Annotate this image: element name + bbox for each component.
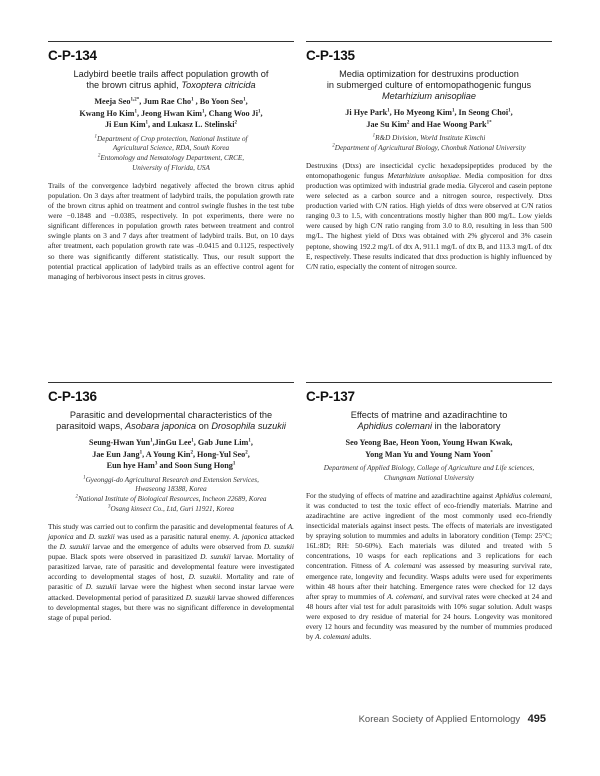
affiliation-line: $^3$Osang kinsect Co., Ltd, Guri 11921, Korea <box>108 504 234 514</box>
affiliations <box>306 464 552 484</box>
affiliations <box>48 135 294 174</box>
affiliation-line: Department of Applied Biology, College of Agriculture and Life sciences, <box>323 464 535 473</box>
affiliation-line: $^2$National Institute of Biological Resources, Incheon 22689, Korea <box>75 494 267 504</box>
abstract-title <box>306 69 552 102</box>
page-footer <box>359 709 546 727</box>
affiliation-line: Hwaseong 18388, Korea <box>135 485 207 494</box>
title-line: Media optimization for destruxins production <box>339 69 519 80</box>
section-rule <box>306 41 552 42</box>
affiliation-line: $^1$Gyeonggi-do Agricultural Research and Extension Services, <box>83 475 259 484</box>
author-line: Eun hye Ham$^3$ and Soon Sung Hong$^1$ <box>106 461 236 471</box>
affiliation-line: $^2$Department of Agricultural Biology, Chonbuk National University <box>332 143 526 152</box>
title-line: parasitoid waps, Asobara japonica on Drosophila suzukii <box>56 421 286 432</box>
title-line: Effects of matrine and azadirachtine to <box>350 410 508 421</box>
author-line: Yong Man Yu and Young Nam Yoon* <box>365 449 493 459</box>
abstract-c-p-136 <box>48 382 294 623</box>
abstract-c-p-134 <box>48 41 294 282</box>
abstract-body: Trails of the convergence ladybird negatively affected the brown citrus aphid population. On 3 days after treatment of ladybird trails, the population growth rate of the brown citrus aphid on treatment and control swingle flushes in the test tube were −0.1848 and −0.0385, respectively. In pot experiments, there were no significant differences in population growth rates between treatment and control swingle plants on 3 and 7 days after treatment of ladybird trails. But, on 10 days after treatment, each population growth rate was -0.0415 and 0.1125, respectively so there was significantly different statistically. Thus, our result support the potential practical application of ladybird trails as an effective control agent for managing of herbivorous insect pests in citrus groves. <box>48 180 294 281</box>
section-rule <box>306 382 552 383</box>
author-line: Kwang Ho Kim$^1$, Jeong Hwan Kim$^1$, Chang Woo Ji$^1$, <box>79 108 263 118</box>
affiliations <box>306 134 552 154</box>
title-line: in submerged culture of entomopathogenic fungus <box>326 80 532 91</box>
author-line: Jae Su Kim$^2$ and Hae Woong Park$^{1*}$ <box>366 119 492 129</box>
abstract-code: C-P-134 <box>48 48 97 64</box>
section-rule <box>48 382 294 383</box>
title-line: Ladybird beetle trails affect population growth of <box>73 69 269 80</box>
abstract-body: Destruxins (Dtxs) are insecticidal cyclic hexadepsipeptides produced by the entomopathogenic fungus Metarhizium anisopliae. Media composition for dtxs production was optimized with industrial grade media. Glycerol and casein peptone were selected as a carbon source and a nitrogen source, respectively. Dtxs production varied with C/N ratios. High yields of dtxs were observed at C/N ratios ranging 0.3 to 1.5, with concentrations mostly higher than 800 mg/L. Low yields were caused by high C/N ratio ranging from 3.0 to 8.0, resulting in less than 500 mg/L. The highest yield of Dtxs was obtained with 2% glycerol and 3% casein peptone, showing 192.2 mg/L of dtx A, 911.1 mg/L of dtx B, and 113.3 mg/L of dtx E, respectively. These results indicated that dtxs production is highly influenced by C/N ratio, especially the content of nitrogen source. <box>306 160 552 271</box>
affiliation-line: $^1$Department of Crop protection, National Institute of <box>94 134 248 143</box>
abstract-body: This study was carried out to confirm the parasitic and developmental features of A. japonica and D. suzkii was used as a parasitic natural enemy. A. japonica attacked the D. suzukii larvae and the emergence of adults were observed from D. suzukii pupae. Black spots were observed in parasitized D. suzukii larvae. Mortality of parasitized larvae, rate of parasitic and developmental feature were investigated according to developmental stages of host, D. suzukii. Mortality and rate of parasitic of D. suzukii larvae were the highest when second instar larvae were attacked. Developmental period of parasitized D. suzukii larvae showed differences to developmental stages, but there was no significant difference in developmental stage of pupal period. <box>48 521 295 622</box>
affiliation-line: $^1$R&D Division, World Institute Kimchi <box>372 133 486 143</box>
author-line: Ji Hye Park$^1$, Ho Myeong Kim$^1$, In Seong Choi$^1$, <box>345 108 513 118</box>
author-line: Seung-Hwan Yun$^1$,JinGu Lee$^1$, Gab June Lim$^1$, <box>89 438 253 448</box>
society-name: Korean Society of Applied Entomology <box>358 714 521 725</box>
abstract-title <box>48 69 294 91</box>
affiliation-line: University of Florida, USA <box>132 164 210 173</box>
author-list <box>48 96 294 131</box>
abstract-body: For the studying of effects of matrine and azadirachtine against Aphidius colemani, it was conducted to test the toxic effect of eco-friendly materials. Matrine and azadirachtine are active ingredient of the most commonly used eco-friendly insecticidal materials against insect pests. The effects of materials are investigated by spraying solution to mummies and adults in laboratory condition (Temp: 25°C; 16L:8D; RH: 50-60%). Each materials was diluted and treated with 5 concentrations, 10 wasps for each replications and 3 replications for each concentration. Fitness of A. colemani was assessed by measuring survival rate, emergence rate, longevity and fecundity. Wasps adults were used for experiments within 48 hours after their hatching. Emergence rates were checked for 12 days after spray to mummies of A. colemani, and survival rates were checked at 24 and 48 hours after vial test for adult parasitoids with 10% sugar solution. Adult wasps were exposed to dry residue of material for 24 hours. Longevity was monitored every 12 hours and fecundity was measured by the number of mummies produced by A. colemani adults. <box>306 490 553 642</box>
page-number: 495 <box>527 713 546 725</box>
title-line: Aphidius colemani in the laboratory <box>357 421 501 432</box>
author-line: Meeja Seo$^{1,2*}$, Jum Rae Cho$^1$ , Bo Yoon Seo$^1$, <box>94 97 248 107</box>
abstract-code: C-P-136 <box>48 389 97 405</box>
title-line <box>48 80 294 91</box>
author-line: Seo Yeong Bae, Heon Yoon, Young Hwan Kwak, <box>345 438 513 448</box>
title-species: Metarhizium anisopliae <box>382 91 476 102</box>
affiliation-line: $^2$Entomology and Nematology Department, CRCE, <box>97 153 245 163</box>
author-line: Jae Eun Jang$^1$, A Young Kin$^2$, Hong-Yul Seo$^2$, <box>92 449 250 459</box>
abstract-c-p-135 <box>306 41 552 272</box>
abstract-title <box>48 410 294 432</box>
abstract-c-p-137 <box>306 382 552 642</box>
title-line: Parasitic and developmental characteristics of the <box>69 410 273 421</box>
abstract-title <box>306 410 552 432</box>
abstract-code: C-P-137 <box>306 389 355 405</box>
author-line: Ji Eun Kim$^1$, and Lukasz L. Stelinski$^2$ <box>105 120 237 130</box>
affiliation-line: Agricultural Science, RDA, South Korea <box>112 144 230 153</box>
author-list <box>306 107 552 130</box>
section-rule <box>48 41 294 42</box>
title-species: Toxoptera citricida <box>181 80 256 91</box>
abstract-code: C-P-135 <box>306 48 355 64</box>
affiliations <box>48 476 294 515</box>
author-list <box>306 437 552 460</box>
affiliation-line: Chungnam National University <box>383 473 475 482</box>
author-list <box>48 437 294 472</box>
title-text: the brown citrus aphid, <box>86 80 182 91</box>
